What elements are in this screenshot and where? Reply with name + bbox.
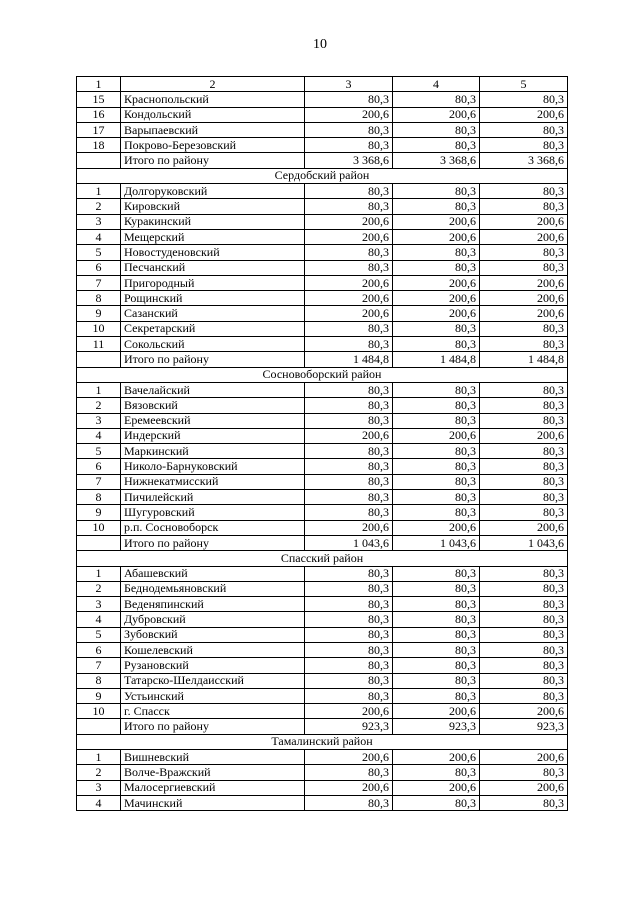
value-col-5: 80,3 xyxy=(480,627,568,642)
value-col-3: 200,6 xyxy=(305,704,393,719)
value-col-3: 80,3 xyxy=(305,612,393,627)
settlement-name: Вачелайский xyxy=(121,382,305,397)
settlement-name: г. Спасск xyxy=(121,704,305,719)
row-number: 5 xyxy=(77,444,121,459)
settlement-name: Индерский xyxy=(121,428,305,443)
row-number: 11 xyxy=(77,337,121,352)
row-number: 6 xyxy=(77,459,121,474)
value-col-3: 80,3 xyxy=(305,627,393,642)
settlement-name: Шугуровский xyxy=(121,505,305,520)
value-col-3: 80,3 xyxy=(305,184,393,199)
settlement-name: Секретарский xyxy=(121,321,305,336)
value-col-5: 80,3 xyxy=(480,597,568,612)
value-col-4: 80,3 xyxy=(393,337,480,352)
value-col-5: 80,3 xyxy=(480,122,568,137)
value-col-4: 200,6 xyxy=(393,107,480,122)
value-col-3: 80,3 xyxy=(305,765,393,780)
table-row xyxy=(77,107,568,122)
value-col-3: 80,3 xyxy=(305,581,393,596)
settlement-name: Вязовский xyxy=(121,398,305,413)
row-number: 5 xyxy=(77,245,121,260)
value-col-3: 80,3 xyxy=(305,398,393,413)
settlement-name: Маркинский xyxy=(121,444,305,459)
value-col-5: 200,6 xyxy=(480,291,568,306)
table-row xyxy=(77,444,568,459)
table-row xyxy=(77,428,568,443)
settlement-name: Абашевский xyxy=(121,566,305,581)
value-col-5: 80,3 xyxy=(480,688,568,703)
value-col-5: 200,6 xyxy=(480,229,568,244)
total-row xyxy=(77,153,568,168)
value-col-3: 200,6 xyxy=(305,229,393,244)
row-number: 3 xyxy=(77,597,121,612)
table-row xyxy=(77,321,568,336)
value-col-4: 200,6 xyxy=(393,780,480,795)
row-number: 15 xyxy=(77,92,121,107)
value-col-5: 80,3 xyxy=(480,413,568,428)
row-number: 3 xyxy=(77,780,121,795)
settlement-name: Татарско-Шелдаисский xyxy=(121,673,305,688)
table-row xyxy=(77,306,568,321)
value-col-4: 80,3 xyxy=(393,199,480,214)
row-number: 1 xyxy=(77,750,121,765)
settlement-name: Мачинский xyxy=(121,795,305,810)
value-col-4: 80,3 xyxy=(393,612,480,627)
value-col-3: 80,3 xyxy=(305,92,393,107)
table-row xyxy=(77,184,568,199)
value-col-5: 80,3 xyxy=(480,642,568,657)
row-number: 3 xyxy=(77,214,121,229)
table-row xyxy=(77,765,568,780)
settlement-name: Сазанский xyxy=(121,306,305,321)
allocation-table xyxy=(76,76,568,811)
settlement-name: Еремеевский xyxy=(121,413,305,428)
table-row xyxy=(77,199,568,214)
value-col-3: 200,6 xyxy=(305,428,393,443)
table-row xyxy=(77,566,568,581)
value-col-4: 200,6 xyxy=(393,704,480,719)
value-col-4: 80,3 xyxy=(393,382,480,397)
table-row xyxy=(77,704,568,719)
value-col-5: 200,6 xyxy=(480,780,568,795)
row-number: 2 xyxy=(77,199,121,214)
value-col-5: 80,3 xyxy=(480,581,568,596)
value-col-4: 923,3 xyxy=(393,719,480,734)
value-col-4: 80,3 xyxy=(393,688,480,703)
table-row xyxy=(77,474,568,489)
row-number: 17 xyxy=(77,122,121,137)
settlement-name: Долгоруковский xyxy=(121,184,305,199)
total-row xyxy=(77,352,568,367)
table-row xyxy=(77,92,568,107)
settlement-name: Итого по району xyxy=(121,352,305,367)
table-row xyxy=(77,413,568,428)
settlement-name: Новостуденовский xyxy=(121,245,305,260)
settlement-name: Варыпаевский xyxy=(121,122,305,137)
value-col-5: 1 484,8 xyxy=(480,352,568,367)
value-col-3: 80,3 xyxy=(305,566,393,581)
value-col-3: 80,3 xyxy=(305,642,393,657)
settlement-name: Малосергиевский xyxy=(121,780,305,795)
row-number: 9 xyxy=(77,306,121,321)
value-col-4: 80,3 xyxy=(393,474,480,489)
value-col-4: 80,3 xyxy=(393,597,480,612)
settlement-name: Волче-Вражский xyxy=(121,765,305,780)
value-col-5: 80,3 xyxy=(480,459,568,474)
value-col-3: 200,6 xyxy=(305,780,393,795)
section-title: Тамалинский район xyxy=(77,734,568,749)
value-col-3: 80,3 xyxy=(305,413,393,428)
value-col-5: 200,6 xyxy=(480,214,568,229)
value-col-5: 80,3 xyxy=(480,92,568,107)
settlement-name: Кондольский xyxy=(121,107,305,122)
row-number: 1 xyxy=(77,566,121,581)
section-header-row xyxy=(77,734,568,749)
table-row xyxy=(77,229,568,244)
row-number: 8 xyxy=(77,291,121,306)
value-col-5: 80,3 xyxy=(480,566,568,581)
value-col-5: 80,3 xyxy=(480,321,568,336)
row-number: 4 xyxy=(77,229,121,244)
row-number: 9 xyxy=(77,688,121,703)
settlement-name: Краснопольский xyxy=(121,92,305,107)
row-number: 7 xyxy=(77,275,121,290)
settlement-name: Дубровский xyxy=(121,612,305,627)
value-col-4: 200,6 xyxy=(393,520,480,535)
row-number: 2 xyxy=(77,581,121,596)
total-row xyxy=(77,535,568,550)
value-col-5: 923,3 xyxy=(480,719,568,734)
table-header-row xyxy=(77,77,568,92)
total-row xyxy=(77,719,568,734)
settlement-name: Рощинский xyxy=(121,291,305,306)
table-row xyxy=(77,382,568,397)
table-row xyxy=(77,490,568,505)
value-col-3: 80,3 xyxy=(305,245,393,260)
value-col-5: 1 043,6 xyxy=(480,535,568,550)
value-col-5: 80,3 xyxy=(480,673,568,688)
value-col-4: 200,6 xyxy=(393,306,480,321)
value-col-4: 80,3 xyxy=(393,658,480,673)
section-header-row xyxy=(77,168,568,183)
value-col-4: 80,3 xyxy=(393,581,480,596)
value-col-5: 200,6 xyxy=(480,275,568,290)
row-number: 6 xyxy=(77,260,121,275)
value-col-3: 80,3 xyxy=(305,597,393,612)
table-row xyxy=(77,459,568,474)
page-number: 10 xyxy=(313,37,327,52)
row-number: 1 xyxy=(77,382,121,397)
row-number: 2 xyxy=(77,765,121,780)
table-row xyxy=(77,122,568,137)
table-row xyxy=(77,658,568,673)
row-number: 4 xyxy=(77,428,121,443)
row-number: 10 xyxy=(77,321,121,336)
value-col-4: 80,3 xyxy=(393,765,480,780)
settlement-name: р.п. Сосновоборск xyxy=(121,520,305,535)
row-number: 7 xyxy=(77,658,121,673)
settlement-name: Кошелевский xyxy=(121,642,305,657)
value-col-4: 80,3 xyxy=(393,642,480,657)
value-col-3: 200,6 xyxy=(305,275,393,290)
value-col-3: 80,3 xyxy=(305,490,393,505)
table-row xyxy=(77,795,568,810)
row-number xyxy=(77,719,121,734)
value-col-4: 80,3 xyxy=(393,122,480,137)
column-header: 4 xyxy=(393,77,480,92)
value-col-3: 80,3 xyxy=(305,459,393,474)
value-col-3: 80,3 xyxy=(305,688,393,703)
row-number: 7 xyxy=(77,474,121,489)
value-col-3: 200,6 xyxy=(305,214,393,229)
table-row xyxy=(77,245,568,260)
value-col-3: 80,3 xyxy=(305,505,393,520)
section-title: Сосновоборский район xyxy=(77,367,568,382)
settlement-name: Устьинский xyxy=(121,688,305,703)
value-col-3: 80,3 xyxy=(305,199,393,214)
value-col-3: 80,3 xyxy=(305,138,393,153)
row-number xyxy=(77,535,121,550)
settlement-name: Итого по району xyxy=(121,153,305,168)
row-number: 8 xyxy=(77,490,121,505)
value-col-3: 80,3 xyxy=(305,673,393,688)
section-title: Спасский район xyxy=(77,551,568,566)
table-row xyxy=(77,627,568,642)
section-title: Сердобский район xyxy=(77,168,568,183)
table-row xyxy=(77,520,568,535)
settlement-name: Итого по району xyxy=(121,535,305,550)
value-col-5: 200,6 xyxy=(480,520,568,535)
value-col-5: 80,3 xyxy=(480,382,568,397)
table-row xyxy=(77,138,568,153)
row-number: 4 xyxy=(77,795,121,810)
column-header: 1 xyxy=(77,77,121,92)
table-row xyxy=(77,673,568,688)
value-col-4: 80,3 xyxy=(393,184,480,199)
table-row xyxy=(77,642,568,657)
settlement-name: Пригородный xyxy=(121,275,305,290)
value-col-4: 200,6 xyxy=(393,229,480,244)
value-col-4: 80,3 xyxy=(393,444,480,459)
table-body xyxy=(77,77,568,811)
value-col-3: 80,3 xyxy=(305,337,393,352)
settlement-name: Пичилейский xyxy=(121,490,305,505)
row-number: 2 xyxy=(77,398,121,413)
value-col-3: 200,6 xyxy=(305,520,393,535)
value-col-5: 80,3 xyxy=(480,444,568,459)
table-row xyxy=(77,750,568,765)
value-col-4: 200,6 xyxy=(393,750,480,765)
value-col-5: 80,3 xyxy=(480,612,568,627)
settlement-name: Песчанский xyxy=(121,260,305,275)
value-col-4: 80,3 xyxy=(393,627,480,642)
value-col-3: 80,3 xyxy=(305,795,393,810)
value-col-5: 80,3 xyxy=(480,337,568,352)
value-col-4: 200,6 xyxy=(393,428,480,443)
value-col-4: 80,3 xyxy=(393,245,480,260)
row-number: 16 xyxy=(77,107,121,122)
value-col-5: 80,3 xyxy=(480,138,568,153)
value-col-3: 80,3 xyxy=(305,382,393,397)
table-row xyxy=(77,612,568,627)
value-col-3: 80,3 xyxy=(305,658,393,673)
value-col-3: 80,3 xyxy=(305,260,393,275)
value-col-5: 80,3 xyxy=(480,260,568,275)
value-col-4: 3 368,6 xyxy=(393,153,480,168)
row-number: 4 xyxy=(77,612,121,627)
row-number: 10 xyxy=(77,520,121,535)
value-col-4: 80,3 xyxy=(393,321,480,336)
table-row xyxy=(77,275,568,290)
row-number: 18 xyxy=(77,138,121,153)
table-row xyxy=(77,398,568,413)
value-col-4: 80,3 xyxy=(393,459,480,474)
value-col-5: 80,3 xyxy=(480,245,568,260)
settlement-name: Куракинский xyxy=(121,214,305,229)
value-col-3: 80,3 xyxy=(305,321,393,336)
section-header-row xyxy=(77,551,568,566)
settlement-name: Беднодемьяновский xyxy=(121,581,305,596)
table-row xyxy=(77,291,568,306)
value-col-4: 1 484,8 xyxy=(393,352,480,367)
table-row xyxy=(77,214,568,229)
row-number xyxy=(77,352,121,367)
row-number: 6 xyxy=(77,642,121,657)
row-number xyxy=(77,153,121,168)
value-col-5: 80,3 xyxy=(480,474,568,489)
value-col-3: 80,3 xyxy=(305,444,393,459)
column-header: 2 xyxy=(121,77,305,92)
value-col-5: 80,3 xyxy=(480,199,568,214)
value-col-4: 80,3 xyxy=(393,413,480,428)
value-col-4: 200,6 xyxy=(393,214,480,229)
table-row xyxy=(77,581,568,596)
value-col-4: 80,3 xyxy=(393,490,480,505)
settlement-name: Мещерский xyxy=(121,229,305,244)
value-col-5: 200,6 xyxy=(480,428,568,443)
value-col-5: 3 368,6 xyxy=(480,153,568,168)
value-col-3: 200,6 xyxy=(305,306,393,321)
value-col-4: 1 043,6 xyxy=(393,535,480,550)
value-col-4: 80,3 xyxy=(393,260,480,275)
row-number: 1 xyxy=(77,184,121,199)
table-row xyxy=(77,337,568,352)
row-number: 9 xyxy=(77,505,121,520)
value-col-4: 80,3 xyxy=(393,398,480,413)
value-col-5: 80,3 xyxy=(480,490,568,505)
value-col-3: 3 368,6 xyxy=(305,153,393,168)
column-header: 5 xyxy=(480,77,568,92)
settlement-name: Нижнекатмисский xyxy=(121,474,305,489)
value-col-3: 923,3 xyxy=(305,719,393,734)
settlement-name: Зубовский xyxy=(121,627,305,642)
value-col-5: 80,3 xyxy=(480,398,568,413)
value-col-5: 80,3 xyxy=(480,184,568,199)
table-row xyxy=(77,780,568,795)
value-col-5: 80,3 xyxy=(480,505,568,520)
row-number: 5 xyxy=(77,627,121,642)
section-header-row xyxy=(77,367,568,382)
value-col-4: 200,6 xyxy=(393,291,480,306)
settlement-name: Веденяпинский xyxy=(121,597,305,612)
settlement-name: Кировский xyxy=(121,199,305,214)
value-col-4: 80,3 xyxy=(393,92,480,107)
row-number: 10 xyxy=(77,704,121,719)
value-col-4: 80,3 xyxy=(393,505,480,520)
row-number: 8 xyxy=(77,673,121,688)
row-number: 3 xyxy=(77,413,121,428)
settlement-name: Покрово-Березовский xyxy=(121,138,305,153)
value-col-5: 80,3 xyxy=(480,658,568,673)
value-col-3: 200,6 xyxy=(305,107,393,122)
column-header: 3 xyxy=(305,77,393,92)
table-row xyxy=(77,597,568,612)
value-col-3: 80,3 xyxy=(305,474,393,489)
settlement-name: Итого по району xyxy=(121,719,305,734)
value-col-3: 1 484,8 xyxy=(305,352,393,367)
value-col-3: 200,6 xyxy=(305,291,393,306)
value-col-5: 200,6 xyxy=(480,107,568,122)
value-col-4: 80,3 xyxy=(393,566,480,581)
value-col-5: 200,6 xyxy=(480,750,568,765)
value-col-5: 200,6 xyxy=(480,704,568,719)
value-col-4: 80,3 xyxy=(393,795,480,810)
settlement-name: Сокольский xyxy=(121,337,305,352)
value-col-3: 80,3 xyxy=(305,122,393,137)
table-row xyxy=(77,505,568,520)
value-col-3: 200,6 xyxy=(305,750,393,765)
value-col-5: 80,3 xyxy=(480,765,568,780)
value-col-5: 200,6 xyxy=(480,306,568,321)
table-row xyxy=(77,260,568,275)
value-col-4: 80,3 xyxy=(393,673,480,688)
value-col-3: 1 043,6 xyxy=(305,535,393,550)
settlement-name: Николо-Барнуковский xyxy=(121,459,305,474)
value-col-4: 80,3 xyxy=(393,138,480,153)
settlement-name: Вишневский xyxy=(121,750,305,765)
value-col-4: 200,6 xyxy=(393,275,480,290)
table-row xyxy=(77,688,568,703)
settlement-name: Рузановский xyxy=(121,658,305,673)
value-col-5: 80,3 xyxy=(480,795,568,810)
